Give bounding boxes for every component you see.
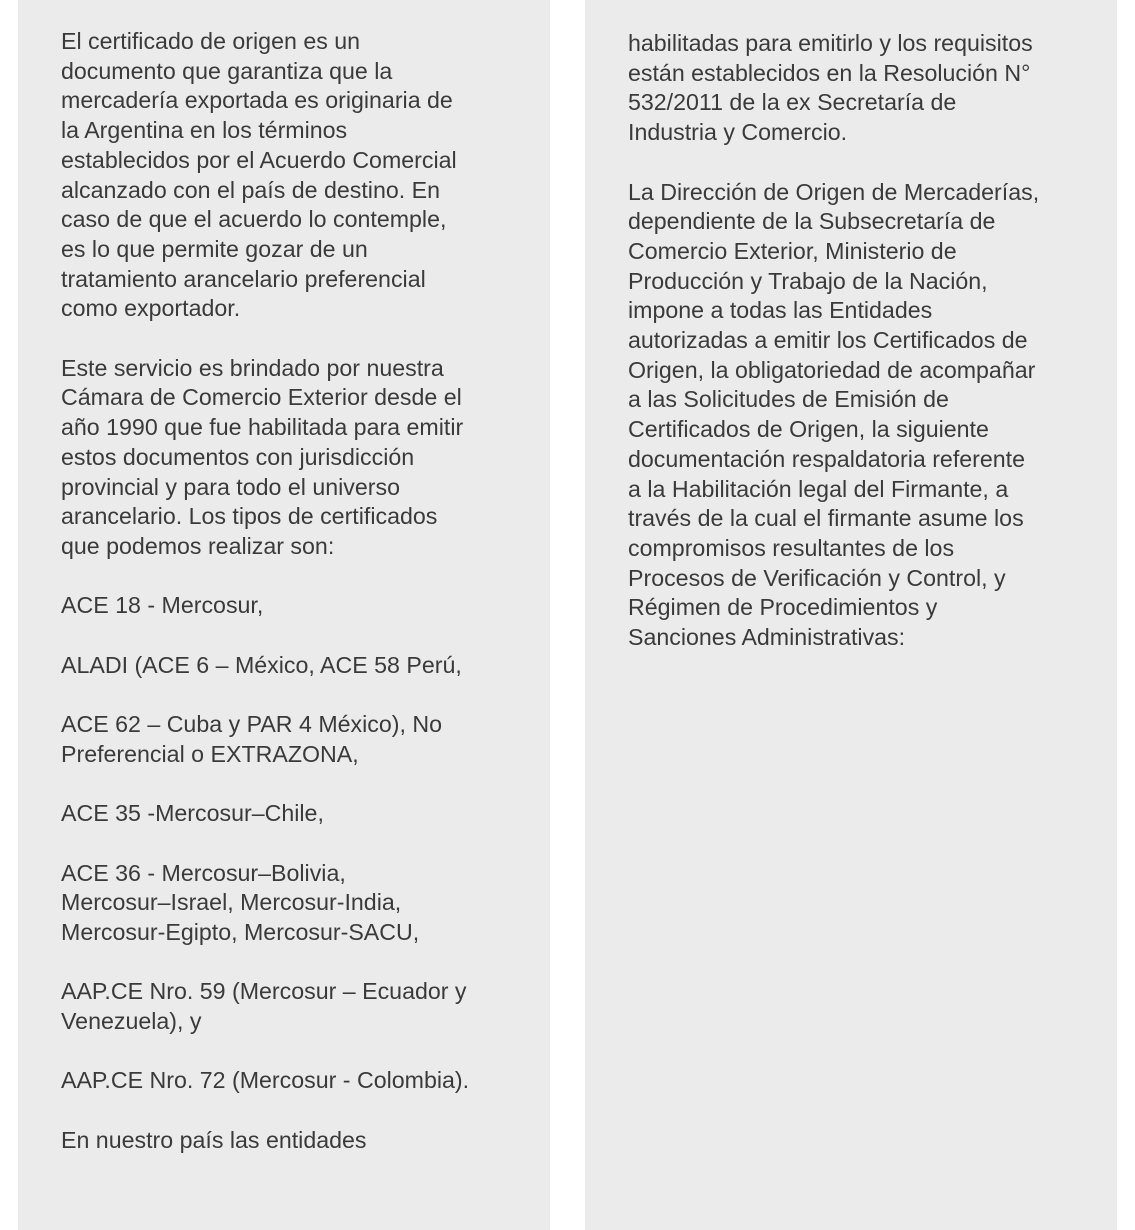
- paragraph-direction-requirements: La Dirección de Origen de Mercaderías, dependiente de la Subsecretaría de Comercio Exterior, Ministerio de Producción y Trabajo de la Nación, impone a todas las Entidades autorizadas a emitir los Certificados de Origen, la obligatoriedad de acompañar a las Solicitudes de Emisión de Certificados de Origen, la siguiente documentación respaldatoria referente a la Habilitación legal del Firmante, a través de la cual el firmante asume los compromisos resultantes de los Procesos de Verificación y Control, y Régimen de Procedimientos y Sanciones Administrativas:: [628, 178, 1040, 651]
- agreement-item-aapce-59: AAP.CE Nro. 59 (Mercosur – Ecuador y Venezuela), y: [61, 978, 467, 1035]
- agreement-item-ace-62: ACE 62 – Cuba y PAR 4 México), No Preferencial o EXTRAZONA,: [61, 711, 443, 767]
- agreement-item-ace-35: ACE 35 -Mercosur–Chile,: [61, 800, 324, 827]
- paragraph-entities-intro: En nuestro país las entidades: [61, 1126, 367, 1153]
- agreement-item-ace-36: ACE 36 - Mercosur–Bolivia, Mercosur–Israel, Mercosur-India, Mercosur-Egipto, Mercosur-SACU,: [61, 859, 420, 945]
- right-text-column: [585, 0, 1117, 1230]
- agreement-item-aapce-72: AAP.CE Nro. 72 (Mercosur - Colombia).: [61, 1067, 470, 1094]
- paragraph-service-description: Este servicio es brindado por nuestra Cámara de Comercio Exterior desde el año 1990 que fue habilitada para emitir estos documentos con jurisdicción provincial y para todo el universo arancelario. Los tipos de certificados que podemos realizar son:: [61, 354, 464, 559]
- paragraph-entities-requirements: habilitadas para emitirlo y los requisitos están establecidos en la Resolución N° 532/2011 de la ex Secretaría de Industria y Comercio.: [628, 30, 1033, 146]
- left-text-column: [18, 0, 550, 1230]
- agreement-item-aladi: ALADI (ACE 6 – México, ACE 58 Perú,: [61, 651, 462, 678]
- agreement-item-ace-18: ACE 18 - Mercosur,: [61, 592, 264, 619]
- paragraph-certificate-definition: El certificado de origen es un documento que garantiza que la mercadería exportada es originaria de la Argentina en los términos establecidos por el Acuerdo Comercial alcanzado con el país de destino. En caso de que el acuerdo lo contemple, es lo que permite gozar de un tratamiento arancelario preferencial como exportador.: [61, 28, 457, 322]
